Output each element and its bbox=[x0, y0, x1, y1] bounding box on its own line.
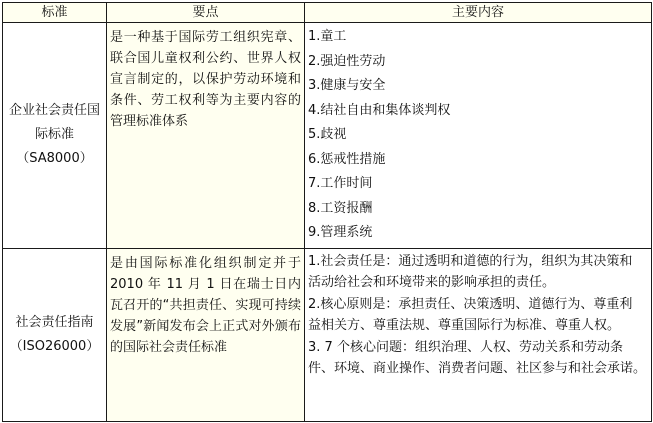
list-item: 5.歧视 bbox=[308, 127, 347, 142]
content-paragraph: 1.社会责任是：通过透明和道德的行为，组织为其决策和 活动给社会和环境带来的影响承担的责任。 bbox=[308, 253, 633, 290]
list-item: 8.工资报酬 bbox=[308, 200, 373, 216]
standard-code: （ISO26000） bbox=[9, 338, 100, 354]
header-key-points: 要点 bbox=[107, 3, 305, 23]
standard-name-line: 社会责任指南 bbox=[15, 314, 94, 330]
content-cell-iso26000 bbox=[305, 248, 652, 421]
standard-name-line: 企业社会责任国 bbox=[8, 103, 100, 119]
list-item: 3.健康与安全 bbox=[308, 78, 386, 93]
header-row bbox=[3, 3, 652, 23]
standard-cell-iso26000 bbox=[3, 248, 107, 421]
list-item: 6.惩戒性措施 bbox=[308, 151, 386, 167]
content-paragraph: 3. 7 个核心问题：组织治理、人权、劳动关系和劳动条件、环境、商业操作、消费者问题、社区参与和社会承诺。 bbox=[308, 339, 647, 376]
list-item: 9.管理系统 bbox=[308, 225, 373, 240]
standards-table bbox=[2, 2, 652, 422]
header-main-content: 主要内容 bbox=[305, 3, 652, 23]
content-cell-sa8000 bbox=[305, 23, 652, 249]
table-row-iso26000 bbox=[3, 248, 652, 421]
list-item: 4.结社自由和集体谈判权 bbox=[308, 102, 451, 118]
content-paragraph: 2.核心原则是：承担责任、决策透明、道德行为、尊重利 益相关方、尊重法规、尊重国际行为标准、尊重人权。 bbox=[308, 296, 633, 333]
key-points-cell-iso26000: 是由国际标准化组织制定并于2010 年 11 月 1 日在瑞士日内瓦召开的“共担责任、实现可持续发展”新闻发布会上正式对外颁布的国际社会责任标准 bbox=[107, 248, 305, 421]
table-row-sa8000 bbox=[3, 23, 652, 249]
standard-cell-sa8000 bbox=[3, 23, 107, 249]
standard-code: （SA8000） bbox=[16, 151, 93, 167]
standard-name-line: 际标准 bbox=[34, 127, 74, 143]
key-points-cell-sa8000: 是一种基于国际劳工组织宪章、联合国儿童权利公约、世界人权宣言制定的，以保护劳动环境和条件、劳工权利等为主要内容的管理标准体系 bbox=[107, 23, 305, 249]
list-item: 1.童工 bbox=[308, 29, 347, 44]
header-standard: 标准 bbox=[3, 3, 107, 23]
list-item: 7.工作时间 bbox=[308, 176, 373, 191]
list-item: 2.强迫性劳动 bbox=[308, 53, 386, 69]
